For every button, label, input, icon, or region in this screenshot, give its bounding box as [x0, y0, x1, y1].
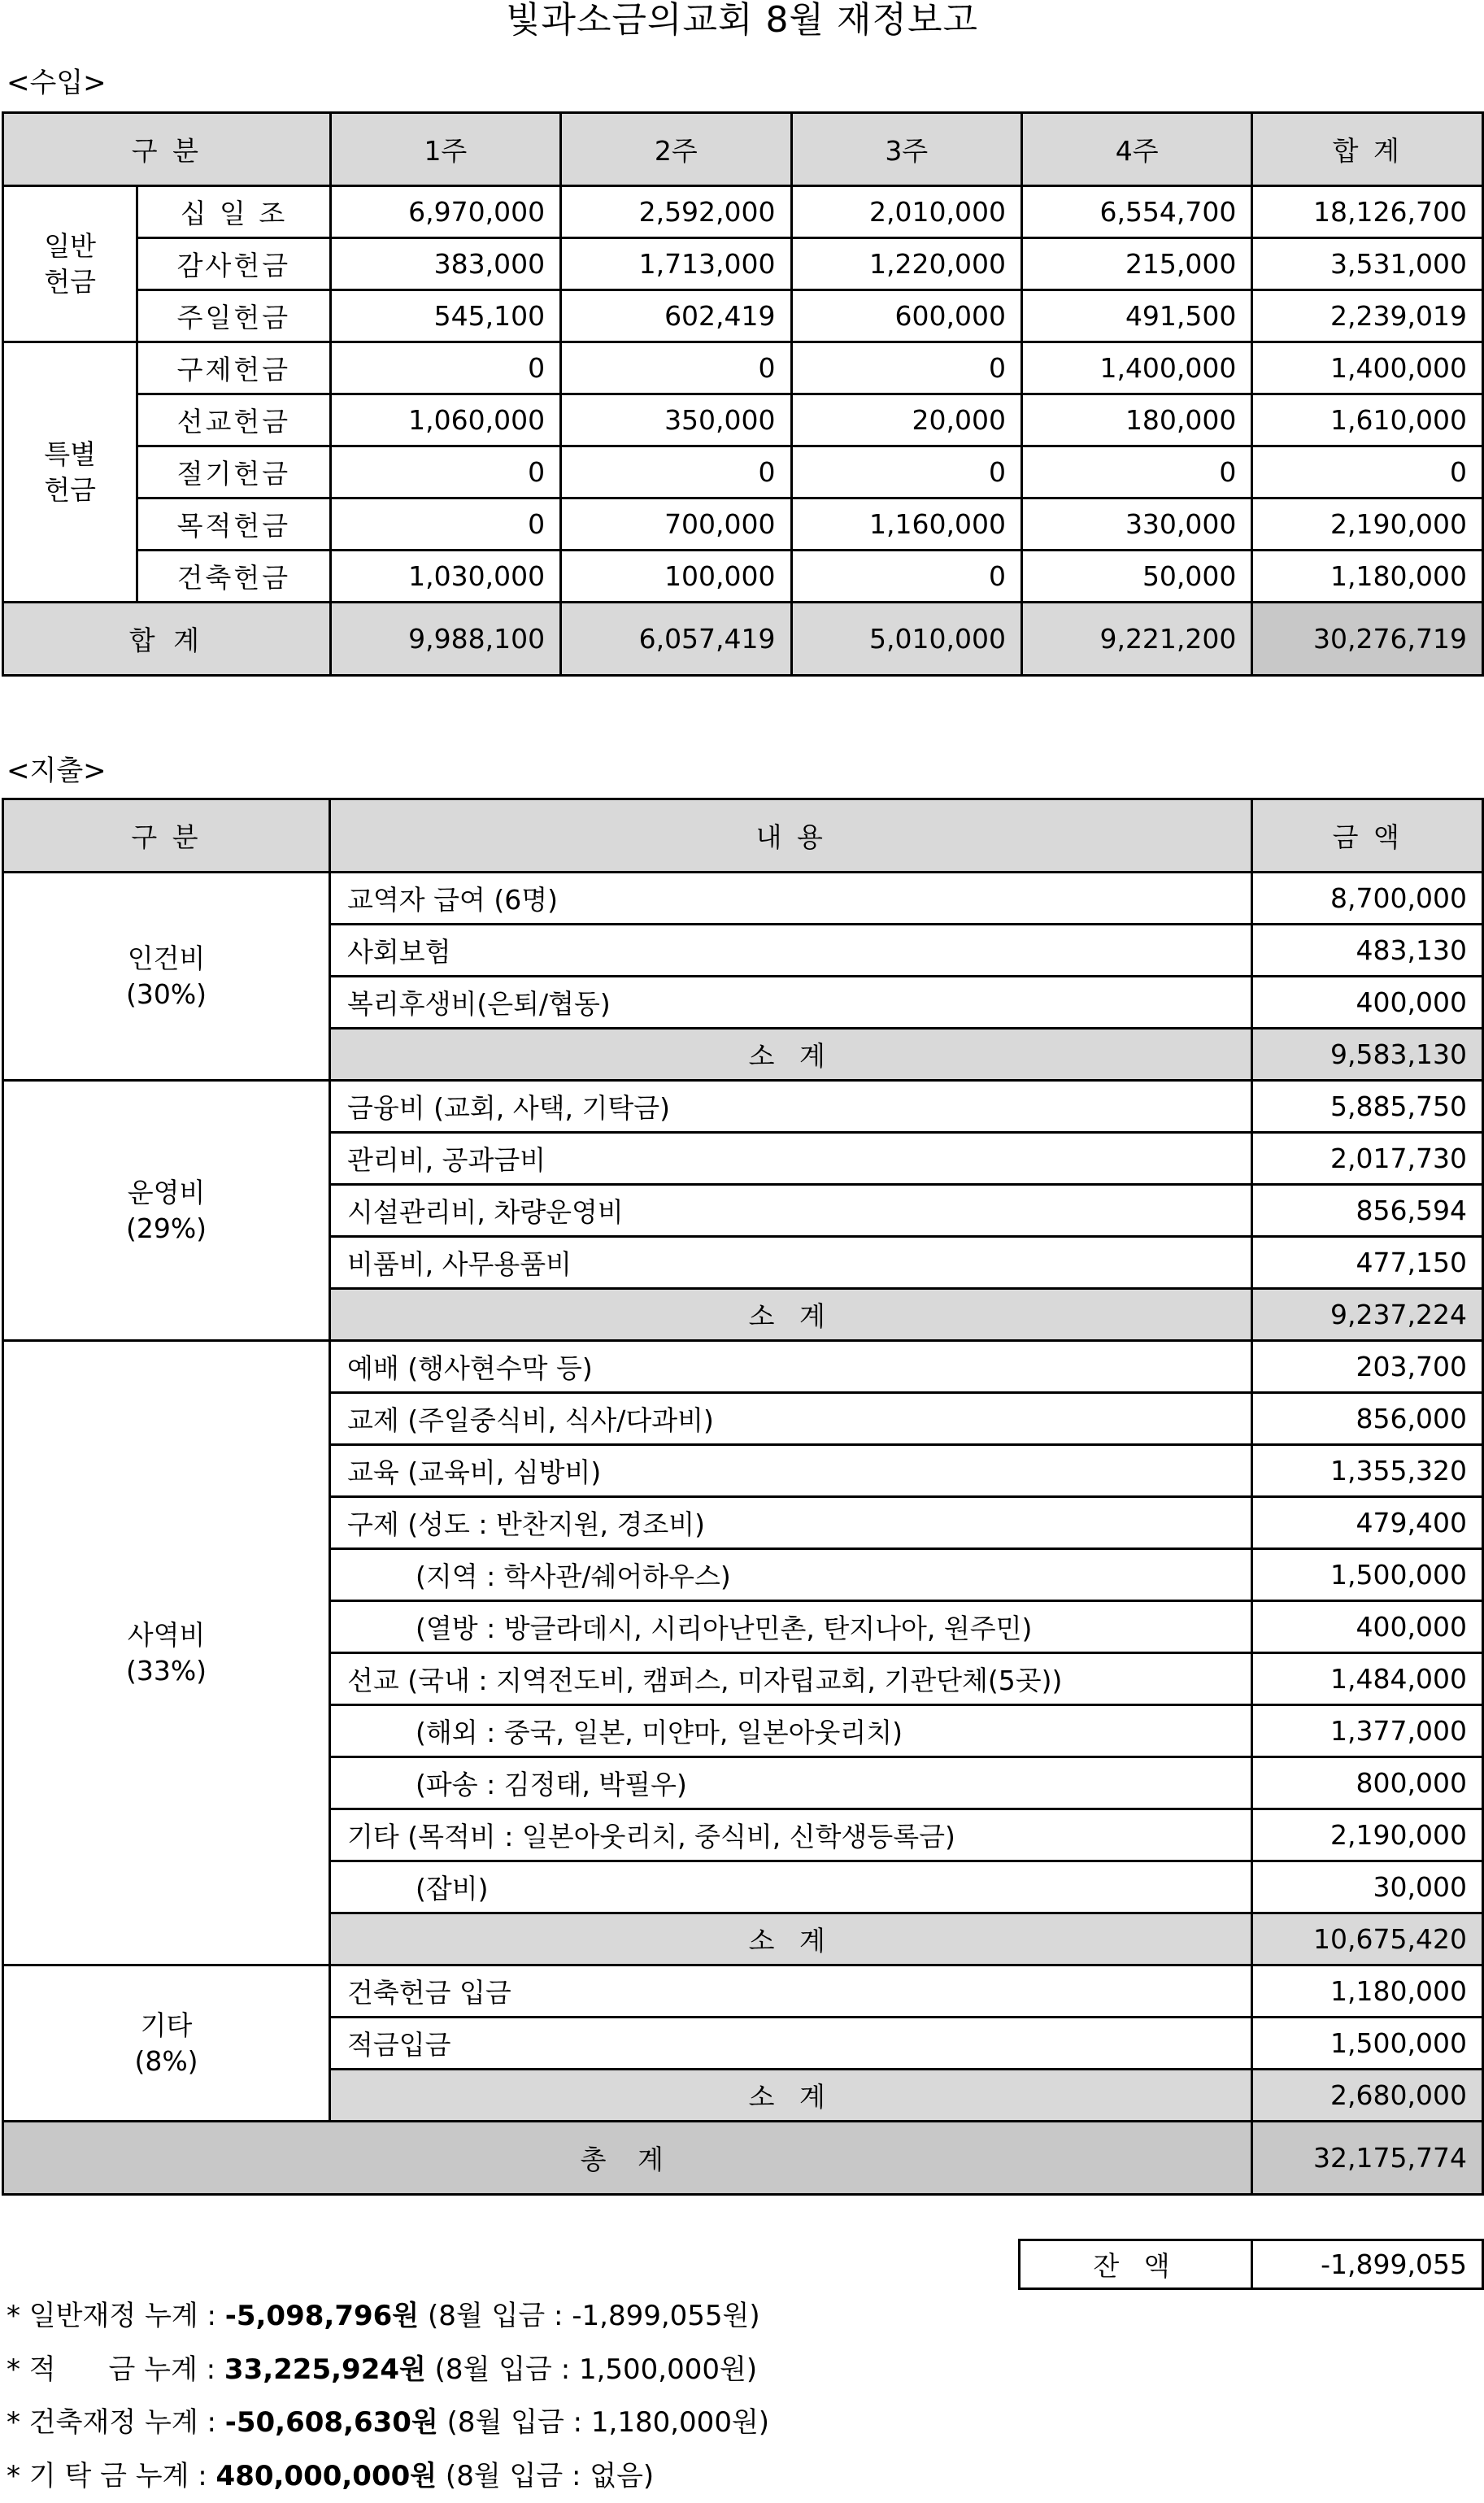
note-value: -50,608,630원	[225, 2406, 438, 2439]
income-table	[2, 111, 1484, 677]
income-header-row	[3, 113, 1483, 186]
cell-value: 6,057,419	[561, 603, 791, 676]
cell-value: 0	[791, 551, 1021, 603]
expense-header-category: 구 분	[3, 799, 330, 873]
note-detail: (8월 입금 : 없음)	[437, 2460, 654, 2492]
subtotal-amount: 10,675,420	[1252, 1913, 1483, 1965]
income-header-week1: 1주	[330, 113, 560, 186]
cell-value: 545,100	[330, 290, 560, 342]
cell-value: 9,988,100	[330, 603, 560, 676]
expense-desc: 교역자 급여 (6명)	[330, 873, 1252, 925]
cell-value: 1,220,000	[791, 238, 1021, 290]
income-header-week2: 2주	[561, 113, 791, 186]
cell-value: 1,713,000	[561, 238, 791, 290]
note-value: 33,225,924원	[224, 2353, 426, 2386]
expense-desc: 사회보험	[330, 925, 1252, 977]
cell-value: 180,000	[1021, 394, 1251, 446]
income-header-total: 합 계	[1252, 113, 1483, 186]
grand-total-amount: 32,175,774	[1252, 2122, 1483, 2195]
row-label: 십 일 조	[137, 186, 330, 238]
cell-value: 0	[330, 498, 560, 551]
cell-value: 6,970,000	[330, 186, 560, 238]
note-detail: (8월 입금 : 1,180,000원)	[438, 2406, 769, 2439]
expense-desc: 교제 (주일중식비, 식사/다과비)	[330, 1393, 1252, 1445]
income-total-label: 합 계	[3, 603, 331, 676]
note-detail: (8월 입금 : -1,899,055원)	[419, 2300, 760, 2332]
expense-amount: 2,017,730	[1252, 1133, 1483, 1185]
note-value: -5,098,796원	[225, 2300, 419, 2332]
cell-value: 5,010,000	[791, 603, 1021, 676]
table-row	[3, 1081, 1483, 1133]
cell-value: 9,221,200	[1021, 603, 1251, 676]
cell-value: 0	[791, 446, 1021, 498]
cell-value: 491,500	[1021, 290, 1251, 342]
expense-desc: 예배 (행사현수막 등)	[330, 1341, 1252, 1393]
income-header-week4: 4주	[1021, 113, 1251, 186]
cell-value: 1,400,000	[1252, 342, 1483, 394]
note-deposit	[7, 2450, 769, 2503]
cell-value: 602,419	[561, 290, 791, 342]
income-section-label: <수입>	[7, 67, 107, 99]
expense-desc: 관리비, 공과금비	[330, 1133, 1252, 1185]
balance-table	[1018, 2239, 1484, 2290]
cell-value: 2,592,000	[561, 186, 791, 238]
balance-label: 잔 액	[1020, 2240, 1252, 2289]
cell-value: 2,190,000	[1252, 498, 1483, 551]
expense-amount: 1,484,000	[1252, 1653, 1483, 1705]
expense-section-label: <지출>	[7, 755, 107, 787]
note-general-fund	[7, 2290, 769, 2344]
expense-desc: (잡비)	[330, 1861, 1252, 1913]
row-label: 건축헌금	[137, 551, 330, 603]
note-value: 480,000,000원	[216, 2460, 437, 2492]
expense-desc: (파송 : 김정태, 박필우)	[330, 1757, 1252, 1809]
table-row	[3, 873, 1483, 925]
expense-amount: 477,150	[1252, 1237, 1483, 1289]
expense-amount: 5,885,750	[1252, 1081, 1483, 1133]
expense-desc: 금융비 (교회, 사택, 기탁금)	[330, 1081, 1252, 1133]
expense-amount: 1,355,320	[1252, 1445, 1483, 1497]
cell-value: 1,060,000	[330, 394, 560, 446]
expense-amount: 8,700,000	[1252, 873, 1483, 925]
expense-grand-total-row	[3, 2122, 1483, 2195]
subtotal-amount: 9,583,130	[1252, 1029, 1483, 1081]
cell-value: 350,000	[561, 394, 791, 446]
expense-desc: 복리후생비(은퇴/협동)	[330, 977, 1252, 1029]
summary-notes	[7, 2290, 769, 2503]
expense-amount: 1,500,000	[1252, 1549, 1483, 1601]
subtotal-amount: 2,680,000	[1252, 2070, 1483, 2122]
table-row	[3, 342, 1483, 394]
subtotal-amount: 9,237,224	[1252, 1289, 1483, 1341]
expense-amount: 400,000	[1252, 1601, 1483, 1653]
cell-value: 50,000	[1021, 551, 1251, 603]
expense-desc: 기타 (목적비 : 일본아웃리치, 중식비, 신학생등록금)	[330, 1809, 1252, 1861]
cell-value: 0	[1021, 446, 1251, 498]
cell-value: 0	[1252, 446, 1483, 498]
expense-desc: 건축헌금 입금	[330, 1965, 1252, 2018]
cell-value: 1,160,000	[791, 498, 1021, 551]
table-row	[3, 551, 1483, 603]
cell-value: 3,531,000	[1252, 238, 1483, 290]
note-savings	[7, 2344, 769, 2397]
expense-amount: 2,190,000	[1252, 1809, 1483, 1861]
expense-desc: 선교 (국내 : 지역전도비, 캠퍼스, 미자립교회, 기관단체(5곳))	[330, 1653, 1252, 1705]
table-row	[3, 1965, 1483, 2018]
expense-header-content: 내 용	[330, 799, 1252, 873]
note-detail: (8월 입금 : 1,500,000원)	[426, 2353, 757, 2386]
note-label: * 기 탁 금 누계 :	[7, 2460, 216, 2492]
expense-amount: 483,130	[1252, 925, 1483, 977]
expense-amount: 30,000	[1252, 1861, 1483, 1913]
expense-desc: 시설관리비, 차량운영비	[330, 1185, 1252, 1237]
subtotal-label: 소 계	[330, 1289, 1252, 1341]
expense-desc: 적금입금	[330, 2018, 1252, 2070]
row-label: 목적헌금	[137, 498, 330, 551]
cell-value: 18,126,700	[1252, 186, 1483, 238]
expense-group-personnel: 인건비 (30%)	[3, 873, 330, 1081]
expense-amount: 203,700	[1252, 1341, 1483, 1393]
income-grand-total: 30,276,719	[1252, 603, 1483, 676]
income-total-row	[3, 603, 1483, 676]
cell-value: 0	[791, 342, 1021, 394]
note-label: * 적 금 누계 :	[7, 2353, 224, 2386]
row-label: 감사헌금	[137, 238, 330, 290]
cell-value: 383,000	[330, 238, 560, 290]
expense-amount: 400,000	[1252, 977, 1483, 1029]
expense-amount: 1,500,000	[1252, 2018, 1483, 2070]
cell-value: 1,030,000	[330, 551, 560, 603]
expense-group-other: 기타 (8%)	[3, 1965, 330, 2122]
note-building-fund	[7, 2396, 769, 2450]
expense-amount: 800,000	[1252, 1757, 1483, 1809]
expense-desc: 구제 (성도 : 반찬지원, 경조비)	[330, 1497, 1252, 1549]
cell-value: 1,400,000	[1021, 342, 1251, 394]
table-row	[3, 186, 1483, 238]
balance-amount: -1,899,055	[1252, 2240, 1483, 2289]
row-label: 주일헌금	[137, 290, 330, 342]
cell-value: 0	[561, 342, 791, 394]
cell-value: 2,239,019	[1252, 290, 1483, 342]
cell-value: 600,000	[791, 290, 1021, 342]
expense-amount: 1,180,000	[1252, 1965, 1483, 2018]
expense-amount: 479,400	[1252, 1497, 1483, 1549]
note-label: * 일반재정 누계 :	[7, 2300, 225, 2332]
cell-value: 0	[330, 342, 560, 394]
income-header-category: 구 분	[3, 113, 331, 186]
cell-value: 1,610,000	[1252, 394, 1483, 446]
income-group-general: 일반 헌금	[3, 186, 137, 342]
expense-amount: 856,594	[1252, 1185, 1483, 1237]
expense-desc: 교육 (교육비, 심방비)	[330, 1445, 1252, 1497]
subtotal-label: 소 계	[330, 2070, 1252, 2122]
expense-desc: 비품비, 사무용품비	[330, 1237, 1252, 1289]
expense-desc: (열방 : 방글라데시, 시리아난민촌, 탄지나아, 원주민)	[330, 1601, 1252, 1653]
cell-value: 2,010,000	[791, 186, 1021, 238]
table-row	[3, 238, 1483, 290]
expense-desc: (해외 : 중국, 일본, 미얀마, 일본아웃리치)	[330, 1705, 1252, 1757]
subtotal-label: 소 계	[330, 1029, 1252, 1081]
table-row	[3, 394, 1483, 446]
row-label: 선교헌금	[137, 394, 330, 446]
cell-value: 20,000	[791, 394, 1021, 446]
expense-group-ministry: 사역비 (33%)	[3, 1341, 330, 1965]
table-row	[3, 290, 1483, 342]
table-row	[3, 498, 1483, 551]
cell-value: 100,000	[561, 551, 791, 603]
expense-desc: (지역 : 학사관/쉐어하우스)	[330, 1549, 1252, 1601]
table-row	[3, 1341, 1483, 1393]
expense-header-amount: 금 액	[1252, 799, 1483, 873]
expense-table	[2, 798, 1484, 2196]
cell-value: 0	[561, 446, 791, 498]
cell-value: 215,000	[1021, 238, 1251, 290]
subtotal-label: 소 계	[330, 1913, 1252, 1965]
income-group-special: 특별 헌금	[3, 342, 137, 603]
note-label: * 건축재정 누계 :	[7, 2406, 225, 2439]
table-row	[3, 446, 1483, 498]
income-header-week3: 3주	[791, 113, 1021, 186]
cell-value: 6,554,700	[1021, 186, 1251, 238]
page-title: 빛과소금의교회 8월 재정보고	[0, 0, 1484, 41]
balance-row	[1020, 2240, 1483, 2289]
expense-header-row	[3, 799, 1483, 873]
row-label: 절기헌금	[137, 446, 330, 498]
expense-amount: 1,377,000	[1252, 1705, 1483, 1757]
grand-total-label: 총 계	[3, 2122, 1252, 2195]
cell-value: 0	[330, 446, 560, 498]
cell-value: 700,000	[561, 498, 791, 551]
cell-value: 1,180,000	[1252, 551, 1483, 603]
expense-group-operations: 운영비 (29%)	[3, 1081, 330, 1341]
row-label: 구제헌금	[137, 342, 330, 394]
cell-value: 330,000	[1021, 498, 1251, 551]
expense-amount: 856,000	[1252, 1393, 1483, 1445]
